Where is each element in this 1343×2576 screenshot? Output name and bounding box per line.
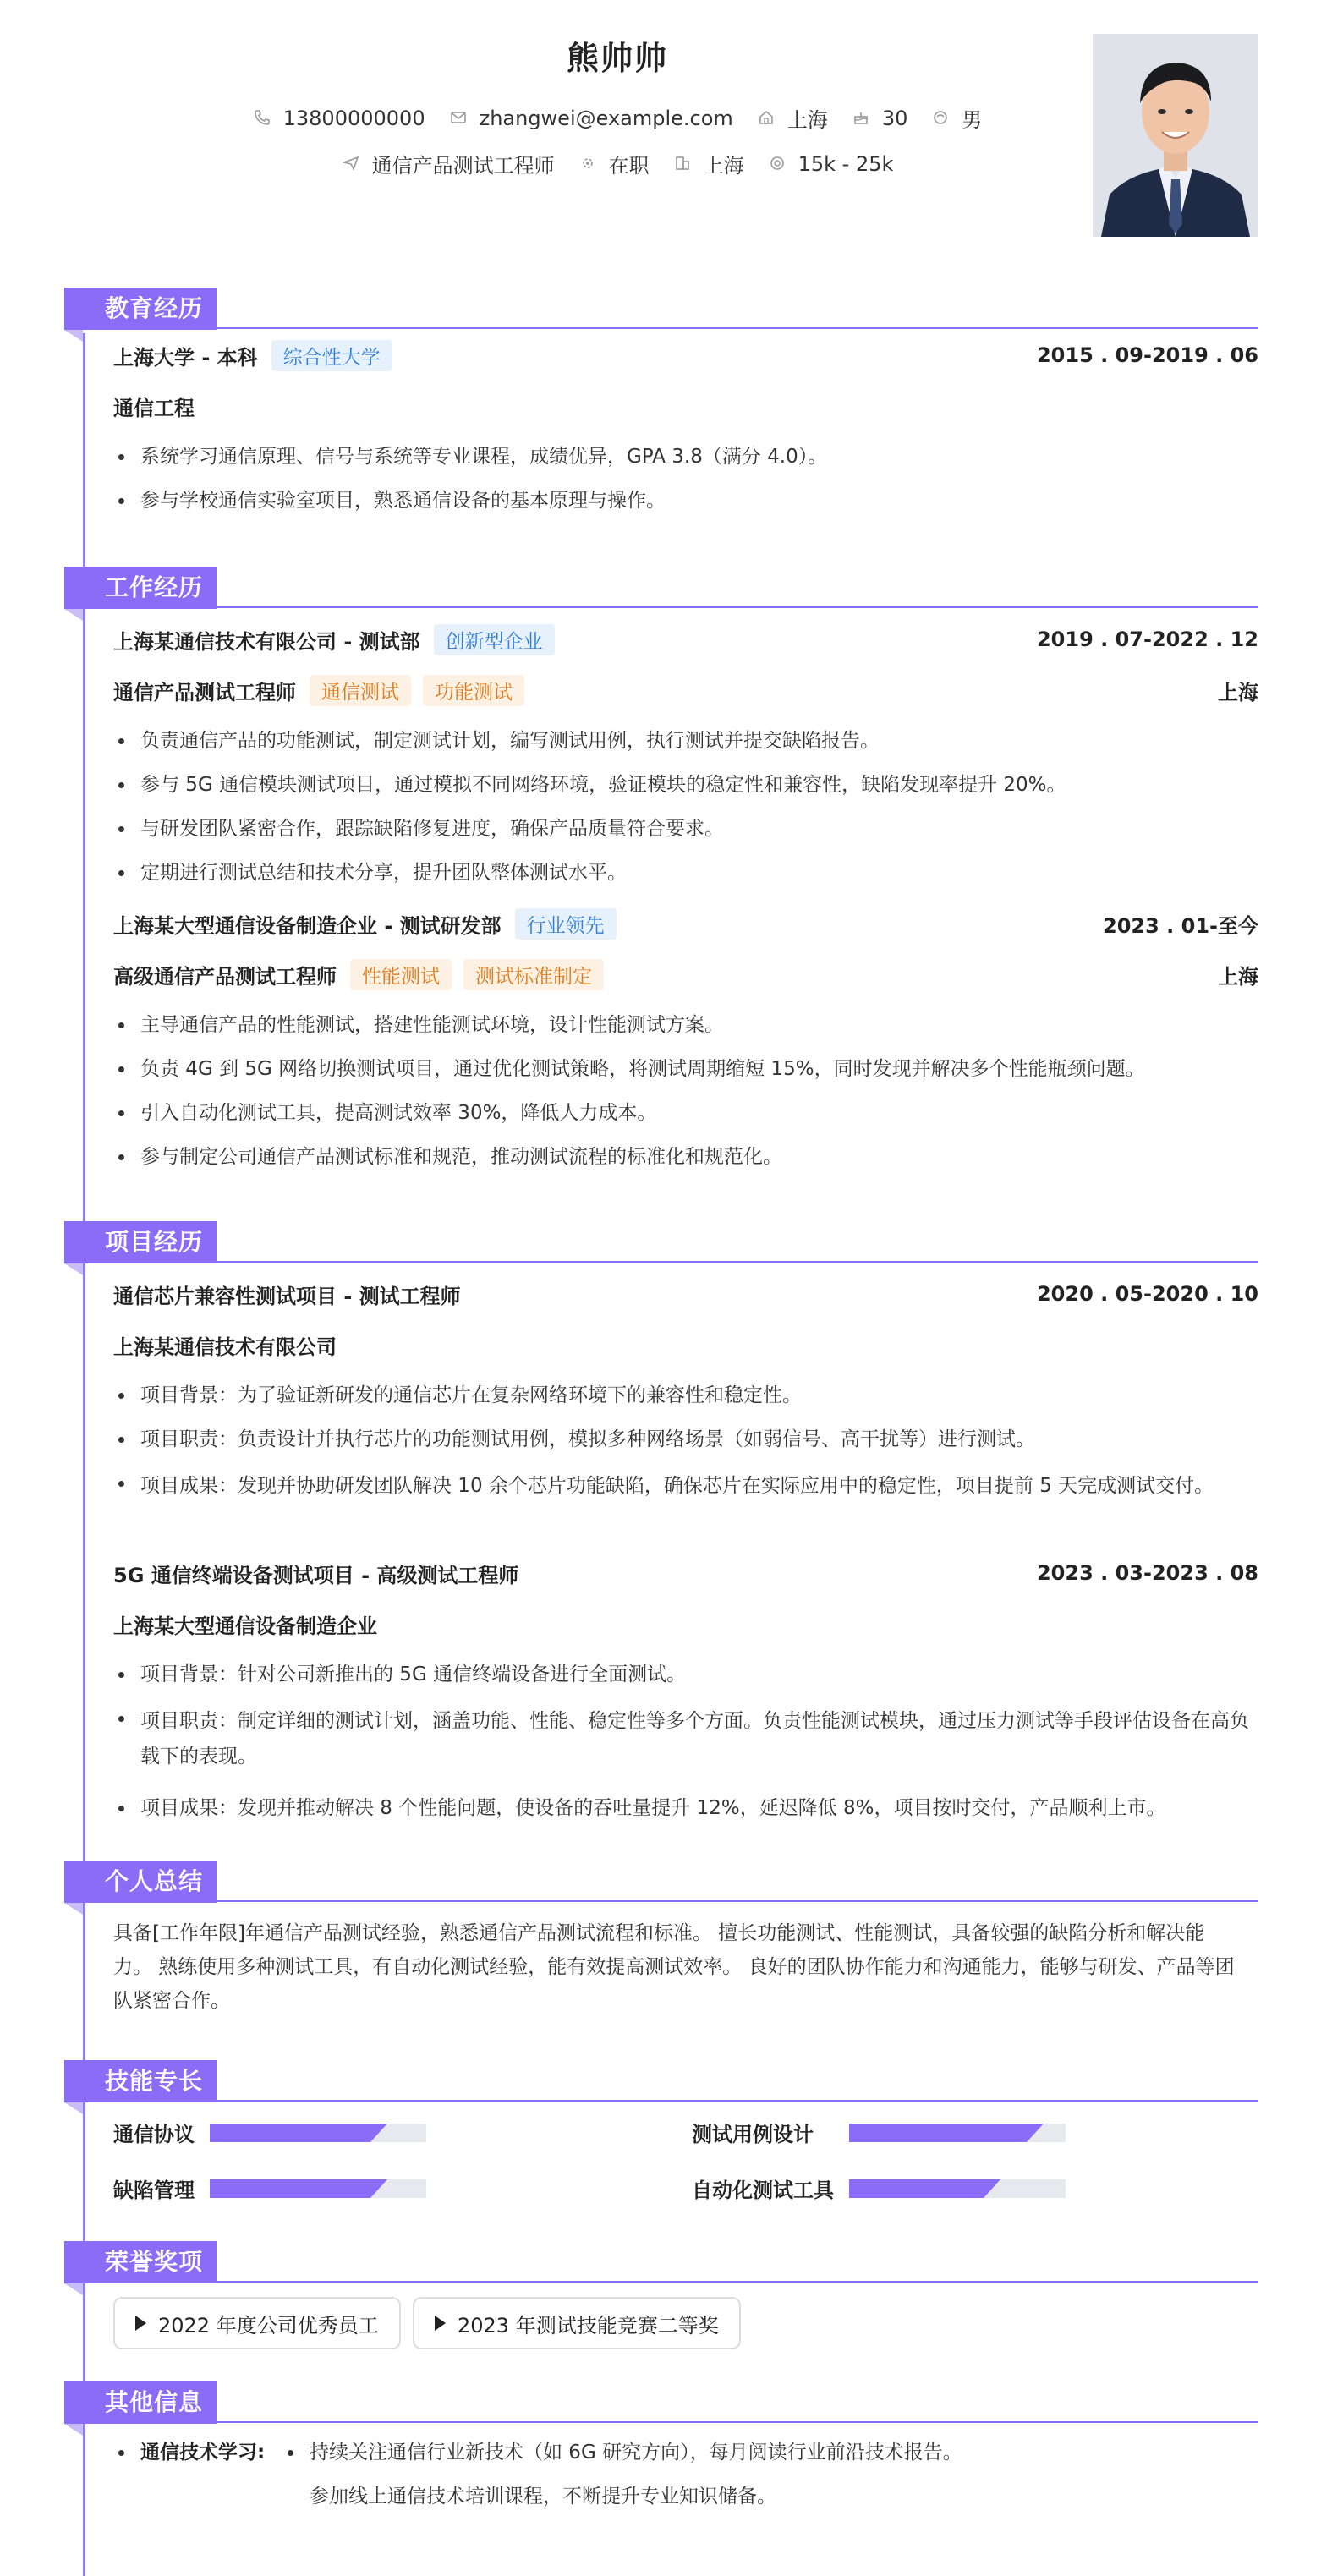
section-rule: [217, 2421, 1258, 2423]
section-fold: [64, 2283, 83, 2295]
role-tag: 通信测试: [310, 675, 411, 706]
school-name: 上海大学 - 本科: [113, 345, 258, 370]
education-section: [64, 288, 1258, 512]
send-icon: [342, 155, 360, 173]
section-header: [64, 288, 1258, 330]
company-name: 上海某大型通信设备制造企业 - 测试研发部: [113, 913, 502, 938]
work-location: 上海: [1218, 964, 1258, 989]
honor-text: 2022 年度公司优秀员工: [158, 2313, 379, 2338]
section-header: [64, 1221, 1258, 1263]
contact-row: [0, 103, 1235, 133]
work-section: [64, 567, 1258, 1168]
section-header: [64, 2241, 1258, 2283]
play-icon: [135, 2316, 146, 2331]
work-bullet: 定期进行测试总结和技术分享，提升团队整体测试水平。: [113, 858, 1258, 888]
company-tag: 创新型企业: [434, 624, 555, 655]
other-label: 通信技术学习:: [140, 2442, 266, 2464]
education-bullet: 系统学习通信原理、信号与系统等专业课程，成绩优异，GPA 3.8（满分 4.0）。: [113, 441, 1258, 472]
section-header: [64, 2381, 1258, 2424]
section-fold: [64, 330, 83, 342]
role-name: 高级通信产品测试工程师: [113, 964, 337, 989]
candidate-name: 熊帅帅: [566, 40, 668, 77]
summary-section: [64, 1861, 1258, 2012]
project-title-row: [113, 1558, 1258, 1588]
profile-photo: [1093, 34, 1258, 237]
education-period: 2015 . 09-2019 . 06: [1036, 343, 1258, 367]
project-bullet: 项目成果：发现并协助研发团队解决 10 余个芯片功能缺陷，确保芯片在实际应用中的稳定性，项目提前 5 天完成测试交付。: [113, 1468, 1258, 1504]
role-name: 通信产品测试工程师: [113, 680, 296, 704]
salary-text: 15k - 25k: [798, 151, 894, 176]
section-fold: [64, 2424, 83, 2436]
school-tag: 综合性大学: [271, 340, 392, 371]
skill-fill: [210, 2179, 370, 2198]
section-fold: [64, 1903, 83, 1915]
work-bullet: 负责 4G 到 5G 网络切换测试项目，通过优化测试策略，将测试周期缩短 15%，同时发现并解决多个性能瓶颈问题。: [113, 1054, 1258, 1084]
section-rule: [217, 2281, 1258, 2283]
other-label-item: [113, 2437, 299, 2468]
phone-item: [253, 107, 425, 130]
gender-icon: [931, 109, 950, 128]
coin-icon: [768, 155, 787, 173]
city-item: [757, 103, 828, 133]
skill-fill: [210, 2124, 370, 2142]
section-fold: [64, 2102, 83, 2114]
summary-text: 具备[工作年限]年通信产品测试经验，熟悉通信产品测试流程和标准。 擅长功能测试、性能测试，具备较强的缺陷分析和解决能力。 熟练使用多种测试工具，有自动化测试经验，能有效提高测试效率。 良好的团队协作能力和沟通能力，能够与研发、产品等团队紧密合作。: [113, 1922, 1235, 2012]
section-title: 工作经历: [64, 567, 217, 609]
major-row: [113, 391, 1258, 421]
skill-bar: [849, 2124, 1066, 2142]
company-row: [113, 908, 1258, 939]
skill-bar: [210, 2179, 426, 2198]
age-item: [852, 107, 908, 130]
other-section: [64, 2381, 1258, 2507]
play-icon: [435, 2316, 446, 2331]
work-period: 2023 . 01-至今: [1103, 913, 1258, 938]
skill-fill: [849, 2124, 1027, 2142]
target-city-text: 上海: [703, 154, 744, 178]
city-text: 上海: [787, 108, 828, 132]
other-bullet: 持续关注通信行业新技术（如 6G 研究方向），每月阅读行业前沿技术报告。: [282, 2437, 1258, 2468]
project-section: [64, 1221, 1258, 1819]
skill-item: [692, 2118, 1066, 2147]
job-title-item: [342, 149, 555, 178]
school-row: [113, 340, 1258, 370]
section-title: 技能专长: [64, 2060, 217, 2102]
cake-icon: [852, 109, 870, 128]
gender-text: 男: [962, 108, 983, 132]
work-period: 2019 . 07-2022 . 12: [1036, 628, 1258, 651]
honor-text: 2023 年测试技能竞赛二等奖: [458, 2313, 719, 2338]
project-period: 2023 . 03-2023 . 08: [1036, 1561, 1258, 1585]
skill-bar: [210, 2124, 426, 2142]
major-name: 通信工程: [113, 396, 195, 420]
job-row: [0, 149, 1235, 178]
job-title-text: 通信产品测试工程师: [371, 154, 555, 178]
project-bullet: 项目成果：发现并推动解决 8 个性能问题，使设备的吞吐量提升 12%，延迟降低 8%，项目按时交付，产品顺利上市。: [113, 1793, 1258, 1823]
role-tag: 测试标准制定: [463, 959, 604, 990]
project-org: 上海某通信技术有限公司: [113, 1335, 337, 1359]
company-name: 上海某通信技术有限公司 - 测试部: [113, 629, 420, 654]
skill-item: [113, 2173, 426, 2203]
project-org-row: [113, 1609, 1258, 1639]
honor-item: [113, 2297, 401, 2349]
section-header: [64, 567, 1258, 609]
section-title: 其他信息: [64, 2381, 217, 2424]
section-title: 荣誉奖项: [64, 2241, 217, 2283]
role-tag: 性能测试: [350, 959, 452, 990]
skill-item: [692, 2173, 1066, 2203]
salary-item: [768, 152, 894, 176]
work-bullet: 参与制定公司通信产品测试标准和规范，推动测试流程的标准化和规范化。: [113, 1142, 1258, 1172]
age-text: 30: [881, 106, 908, 130]
project-title-row: [113, 1279, 1258, 1309]
project-bullet: 项目背景：为了验证新研发的通信芯片在复杂网络环境下的兼容性和稳定性。: [113, 1380, 1258, 1411]
phone-icon: [253, 109, 271, 128]
skill-name: 测试用例设计: [692, 2123, 814, 2146]
education-bullet: 参与学校通信实验室项目，熟悉通信设备的基本原理与操作。: [113, 485, 1258, 516]
skill-name: 自动化测试工具: [692, 2179, 834, 2202]
work-bullet: 负责通信产品的功能测试，制定测试计划，编写测试用例，执行测试并提交缺陷报告。: [113, 726, 1258, 756]
project-bullet: 项目职责：制定详细的测试计划，涵盖功能、性能、稳定性等多个方面。负责性能测试模块，通过压力测试等手段评估设备在高负载下的表现。: [113, 1703, 1258, 1774]
section-rule: [217, 606, 1258, 608]
status-text: 在职: [608, 154, 650, 178]
project-title: 通信芯片兼容性测试项目 - 测试工程师: [113, 1284, 461, 1308]
section-rule: [217, 2100, 1258, 2102]
skill-name: 缺陷管理: [113, 2179, 195, 2202]
work-location: 上海: [1218, 680, 1258, 704]
target-city-item: [673, 149, 744, 178]
home-icon: [757, 109, 776, 128]
section-title: 个人总结: [64, 1861, 217, 1903]
honors-section: [64, 2241, 1258, 2338]
role-row: [113, 959, 1258, 989]
section-fold: [64, 609, 83, 621]
role-row: [113, 675, 1258, 705]
email-text: zhangwei@example.com: [479, 106, 733, 130]
work-bullet: 参与 5G 通信模块测试项目，通过模拟不同网络环境，验证模块的稳定性和兼容性，缺陷发现率提升 20%。: [113, 770, 1258, 800]
skill-fill: [849, 2179, 984, 2198]
section-title: 教育经历: [64, 288, 217, 330]
project-org: 上海某大型通信设备制造企业: [113, 1614, 377, 1638]
status-item: [578, 149, 650, 178]
project-org-row: [113, 1329, 1258, 1360]
section-rule: [217, 1261, 1258, 1263]
company-row: [113, 624, 1258, 655]
section-header: [64, 1861, 1258, 1903]
project-bullet: 项目职责：负责设计并执行芯片的功能测试用例，模拟多种网络场景（如弱信号、高干扰等）进行测试。: [113, 1424, 1258, 1455]
project-period: 2020 . 05-2020 . 10: [1036, 1282, 1258, 1306]
role-tag: 功能测试: [423, 675, 524, 706]
resume-header: [0, 0, 1343, 254]
skills-section: [64, 2060, 1258, 2202]
work-bullet: 引入自动化测试工具，提高测试效率 30%，降低人力成本。: [113, 1098, 1258, 1128]
section-header: [64, 2060, 1258, 2102]
skill-name: 通信协议: [113, 2123, 195, 2146]
work-bullet: 主导通信产品的性能测试，搭建性能测试环境，设计性能测试方案。: [113, 1010, 1258, 1040]
work-bullet: 与研发团队紧密合作，跟踪缺陷修复进度，确保产品质量符合要求。: [113, 814, 1258, 844]
mail-icon: [449, 109, 468, 128]
skill-bar: [849, 2179, 1066, 2198]
section-fold: [64, 1263, 83, 1275]
skill-item: [113, 2118, 426, 2147]
gear-icon: [578, 155, 597, 173]
email-item: [449, 107, 733, 130]
project-bullet: 项目背景：针对公司新推出的 5G 通信终端设备进行全面测试。: [113, 1659, 1258, 1690]
project-title: 5G 通信终端设备测试项目 - 高级测试工程师: [113, 1563, 519, 1587]
section-rule: [217, 1900, 1258, 1902]
company-tag: 行业领先: [515, 908, 617, 940]
other-bullet-plain: 参加线上通信技术培训课程，不断提升专业知识储备。: [310, 2486, 776, 2507]
honor-item: [413, 2297, 741, 2349]
section-title: 项目经历: [64, 1221, 217, 1263]
timeline-line: [83, 333, 85, 2576]
section-rule: [217, 327, 1258, 329]
gender-item: [931, 103, 982, 133]
phone-text: 13800000000: [282, 106, 425, 130]
building-icon: [673, 155, 692, 173]
